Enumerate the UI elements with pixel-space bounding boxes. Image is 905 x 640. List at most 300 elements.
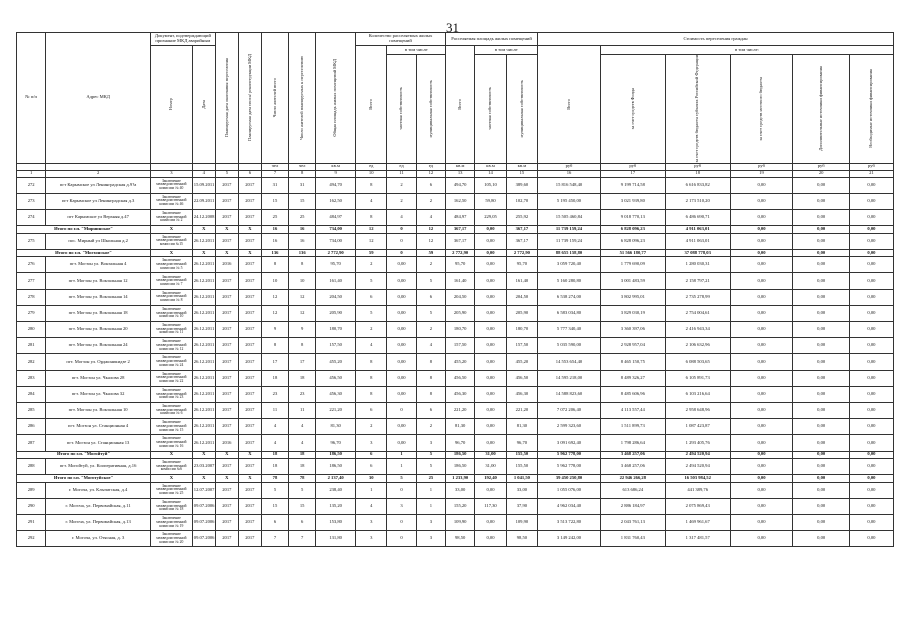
table-cell: 5 962 778,00 — [538, 459, 601, 475]
table-cell: 5 — [416, 451, 445, 459]
table-row — [17, 322, 894, 338]
table-cell: 4 — [356, 498, 387, 514]
column-number: 19 — [730, 170, 793, 177]
table-cell: 2017 — [238, 177, 261, 193]
table-cell: 0,00 — [730, 305, 793, 321]
table-cell: 192,40 — [475, 475, 506, 483]
table-cell: X — [215, 226, 238, 234]
table-cell: 95,70 — [506, 257, 537, 273]
table-cell: 0,00 — [475, 233, 506, 249]
table-cell: 14 553 654,40 — [538, 354, 601, 370]
table-cell: 96,70 — [506, 435, 537, 451]
table-row — [17, 233, 894, 249]
table-cell: 4 — [289, 435, 316, 451]
table-cell: 16 — [289, 226, 316, 234]
table-cell: 2 173 510,20 — [665, 193, 730, 209]
table-cell: 6 — [356, 289, 387, 305]
table-cell: 4 — [387, 209, 416, 225]
table-cell: 1 — [416, 498, 445, 514]
table-cell: 186,50 — [316, 451, 356, 459]
table-cell: 2017 — [238, 402, 261, 418]
table-cell: Заключение межведомственной комиссии № 18 — [150, 498, 192, 514]
table-cell: 290 — [17, 498, 46, 514]
table-cell: 0,00 — [793, 226, 850, 234]
table-cell: пгт. Могзон ул. Станционная 4 — [46, 419, 151, 435]
table-cell: X — [238, 249, 261, 257]
table-cell: 2 — [356, 419, 387, 435]
table-cell: 3 149 242,00 — [538, 531, 601, 547]
table-cell: X — [192, 226, 215, 234]
column-number: 7 — [261, 170, 288, 177]
table-cell: 10 — [289, 273, 316, 289]
table-cell: 12 — [416, 226, 445, 234]
table-cell: 2017 — [215, 482, 238, 498]
table-cell: X — [192, 475, 215, 483]
table-cell: 1 087 423,87 — [665, 419, 730, 435]
table-cell: 0,00 — [475, 482, 506, 498]
table-cell: 6 — [356, 402, 387, 418]
table-cell: 0,00 — [793, 273, 850, 289]
table-cell: 0,00 — [730, 233, 793, 249]
column-number: 11 — [387, 170, 416, 177]
header-rooms-incl: в том числе — [387, 46, 446, 55]
table-cell: 5 — [416, 305, 445, 321]
table-cell: 162,50 — [316, 193, 356, 209]
table-cell: 0,00 — [730, 177, 793, 193]
table-cell: 2 — [387, 177, 416, 193]
table-cell: 0,00 — [730, 193, 793, 209]
table-cell: 2 735 278,99 — [665, 289, 730, 305]
table-cell: 2017 — [238, 233, 261, 249]
table-cell: 0,00 — [849, 531, 893, 547]
table-row — [17, 419, 894, 435]
table-cell: 0 — [387, 515, 416, 531]
table-cell: 78 — [289, 475, 316, 483]
table-cell: 0,00 — [475, 531, 506, 547]
table-cell: 0,00 — [793, 322, 850, 338]
header-cost-incl: в том числе: — [600, 46, 893, 55]
table-cell: 2 416 943,34 — [665, 322, 730, 338]
table-cell: 2 158 797,21 — [665, 273, 730, 289]
header-area-sum: Всего — [446, 46, 475, 164]
table-cell: 6 616 833,82 — [665, 177, 730, 193]
table-cell: 157,50 — [316, 338, 356, 354]
subtotal-label: Итого по г.п. "Мирнинское" — [17, 226, 151, 234]
table-cell: 11 — [261, 402, 288, 418]
table-cell: 3 — [416, 435, 445, 451]
table-cell: 0,00 — [849, 515, 893, 531]
table-cell: 2016 — [215, 257, 238, 273]
table-cell: 7 072 206,40 — [538, 402, 601, 418]
table-cell: 16 — [261, 233, 288, 249]
table-cell: 6 088 503,65 — [665, 354, 730, 370]
table-cell: пгт Карымское ул Верхняя д.47 — [46, 209, 151, 225]
page-number: 31 — [446, 20, 459, 35]
table-cell: 109,90 — [446, 515, 475, 531]
table-cell: 0,00 — [793, 451, 850, 459]
table-cell: 2 494 520,94 — [665, 451, 730, 459]
table-cell: 0,00 — [793, 370, 850, 386]
table-cell: 131,80 — [316, 531, 356, 547]
table-cell: 59 — [356, 249, 387, 257]
column-number: 2 — [46, 170, 151, 177]
table-cell: пгт Карымское ул Ленинградская д.9?а — [46, 177, 151, 193]
table-cell: 0,00 — [849, 233, 893, 249]
table-cell: 0,00 — [387, 257, 416, 273]
table-cell: г. Могоча, ул. Первомайская, д.11 — [46, 498, 151, 514]
table-cell: 0,00 — [475, 354, 506, 370]
column-number: 4 — [192, 170, 215, 177]
table-row — [17, 209, 894, 225]
table-cell: 0,00 — [387, 419, 416, 435]
table-cell: 2017 — [238, 273, 261, 289]
table-cell: 229,05 — [475, 209, 506, 225]
table-cell: 0,00 — [730, 475, 793, 483]
table-cell: 5 — [356, 273, 387, 289]
table-row — [17, 193, 894, 209]
table-cell: 0,00 — [730, 226, 793, 234]
table-cell: 2017 — [215, 402, 238, 418]
table-cell: 367,17 — [446, 233, 475, 249]
table-cell: 2017 — [215, 322, 238, 338]
unit-cell — [215, 163, 238, 170]
table-cell: 5 777 340,40 — [538, 322, 601, 338]
table-cell: 2017 — [238, 338, 261, 354]
table-cell: 2017 — [215, 305, 238, 321]
table-cell: 3 360 397,06 — [600, 322, 665, 338]
header-residents-plan: Число жителей планируемых к переселению — [289, 33, 316, 164]
table-cell: X — [192, 249, 215, 257]
table-cell: 0,00 — [793, 475, 850, 483]
table-cell: 0,00 — [849, 249, 893, 257]
table-cell: 0 — [387, 531, 416, 547]
table-cell: 221,20 — [506, 402, 537, 418]
table-row — [17, 338, 894, 354]
header-area-total: Общая площадь жилых помещений МКД — [316, 33, 356, 164]
table-cell: 0,00 — [475, 386, 506, 402]
table-cell: 39 450 250,80 — [538, 475, 601, 483]
header-plan-demolish: Планируемая дата сноса/ реконструкции МКД — [238, 33, 261, 164]
table-cell: 81,30 — [316, 419, 356, 435]
table-row — [17, 402, 894, 418]
column-number: 3 — [150, 170, 192, 177]
table-cell: 23 — [261, 386, 288, 402]
table-cell: пгт. Могзон ул. Станционная 13 — [46, 435, 151, 451]
table-cell: 2017 — [215, 498, 238, 514]
table-cell: 4 — [356, 338, 387, 354]
column-number: 9 — [316, 170, 356, 177]
table-cell: 2017 — [215, 233, 238, 249]
table-cell: 31 — [289, 177, 316, 193]
table-cell: 0,00 — [793, 459, 850, 475]
table-cell: 0 — [387, 402, 416, 418]
table-cell: 0,00 — [793, 233, 850, 249]
column-number: 18 — [665, 170, 730, 177]
table-cell: 8 — [356, 370, 387, 386]
header-plan-end: Планируемая дата окончания переселения — [215, 33, 238, 164]
table-cell: 2 599 323,60 — [538, 419, 601, 435]
table-cell: 2 075 869,43 — [665, 498, 730, 514]
table-cell: 4 962 034,40 — [538, 498, 601, 514]
table-cell: 5 — [416, 459, 445, 475]
table-cell: 2 772,90 — [446, 249, 475, 257]
table-row — [17, 177, 894, 193]
table-cell: 22 946 266,28 — [600, 475, 665, 483]
table-cell: 0 — [387, 233, 416, 249]
table-cell: 1 293 405,76 — [665, 435, 730, 451]
table-cell: 0,00 — [793, 515, 850, 531]
unit-cell: руб — [665, 163, 730, 170]
table-cell: 0,00 — [387, 354, 416, 370]
table-cell: Заключение межведомственной комиссии № 20 — [150, 531, 192, 547]
table-cell: 0,00 — [475, 419, 506, 435]
table-cell: 277 — [17, 273, 46, 289]
table-cell: Заключение межведомственной комиссии № 23 — [150, 386, 192, 402]
table-cell: 0,00 — [475, 370, 506, 386]
table-cell: 59 — [416, 249, 445, 257]
table-cell: 0 — [387, 226, 416, 234]
table-cell: 25 — [261, 209, 288, 225]
table-cell: 0,00 — [793, 257, 850, 273]
unit-cell: кв.м — [446, 163, 475, 170]
table-cell: 96,70 — [446, 435, 475, 451]
header-rooms-group: Количество расселяемых жилых помещений — [356, 33, 446, 46]
table-cell: 0,00 — [387, 289, 416, 305]
table-cell: 255,92 — [506, 209, 537, 225]
table-cell: 0,00 — [730, 322, 793, 338]
unit-cell: руб — [538, 163, 601, 170]
table-cell: 0,00 — [849, 419, 893, 435]
table-cell: 205,90 — [316, 305, 356, 321]
table-cell: 3 — [387, 498, 416, 514]
table-cell: X — [215, 249, 238, 257]
header-budget-subject: за счет средств бюджета субъекта Российской Федерации — [665, 55, 730, 164]
table-cell: 2017 — [238, 193, 261, 209]
column-number: 16 — [538, 170, 601, 177]
table-cell: 33,00 — [506, 482, 537, 498]
table-cell: 0,00 — [793, 419, 850, 435]
table-cell: 6 828 096,23 — [600, 226, 665, 234]
table-cell: г. Могоча, ул. Первомайская, д.13 — [46, 515, 151, 531]
table-cell: X — [150, 249, 192, 257]
table-cell: 0,00 — [730, 419, 793, 435]
table-cell: 5 195 450,00 — [538, 193, 601, 209]
table-cell: 494,70 — [316, 177, 356, 193]
table-cell: 12 — [261, 305, 288, 321]
column-numbers-row — [17, 170, 894, 177]
table-cell: 33,00 — [446, 482, 475, 498]
table-cell: 31 — [261, 177, 288, 193]
table-cell: 0,00 — [730, 354, 793, 370]
table-cell: 389,60 — [506, 177, 537, 193]
table-cell: 186,50 — [446, 451, 475, 459]
table-cell: 09.07.2006 — [192, 531, 215, 547]
table-cell: 9 — [289, 322, 316, 338]
table-cell: 0,00 — [387, 273, 416, 289]
table-cell: 95,70 — [316, 257, 356, 273]
table-cell: 17 — [261, 354, 288, 370]
table-row — [17, 257, 894, 273]
table-cell: пгт. Могзон ул. Чкалова 32 — [46, 386, 151, 402]
table-cell: 15 816 548,40 — [538, 177, 601, 193]
table-cell: 0,00 — [849, 459, 893, 475]
table-cell: 8 — [356, 386, 387, 402]
table-cell: 441 389,76 — [665, 482, 730, 498]
table-cell: 180,70 — [506, 322, 537, 338]
table-cell: 25 — [416, 475, 445, 483]
table-cell: 221,20 — [446, 402, 475, 418]
table-cell: 238,40 — [316, 482, 356, 498]
table-cell: 0,00 — [730, 498, 793, 514]
header-residents-total: Число жителей всего — [261, 33, 288, 164]
table-cell: 2017 — [238, 370, 261, 386]
subtotal-row — [17, 226, 894, 234]
table-cell: 12 — [261, 289, 288, 305]
table-cell: 0 — [387, 249, 416, 257]
table-cell: 5 — [356, 305, 387, 321]
table-cell: 0,00 — [849, 386, 893, 402]
table-cell: Заключение межведомственной комиссии № 12 — [150, 338, 192, 354]
table-cell: 484,97 — [316, 209, 356, 225]
table-cell: 16 — [261, 226, 288, 234]
table-cell: 9 199 714,58 — [600, 177, 665, 193]
unit-cell — [150, 163, 192, 170]
table-cell: 0,00 — [849, 257, 893, 273]
header-extra: Дополнительные источники финансирования — [793, 55, 850, 164]
table-cell: 0,00 — [793, 402, 850, 418]
table-cell: 2017 — [215, 289, 238, 305]
table-cell: 2017 — [238, 419, 261, 435]
table-cell: 282 — [17, 354, 46, 370]
table-cell: 8 — [356, 354, 387, 370]
table-cell: 26.12.2011 — [192, 289, 215, 305]
table-cell: 51 566 180,77 — [600, 249, 665, 257]
table-cell: 2 754 004,61 — [665, 305, 730, 321]
table-cell: 0,00 — [730, 402, 793, 418]
table-cell: 26.12.2011 — [192, 402, 215, 418]
table-cell: 23 — [289, 386, 316, 402]
table-cell: 12 — [356, 226, 387, 234]
table-cell: 6 — [261, 515, 288, 531]
header-rooms-private: частная собственность — [387, 55, 416, 164]
table-cell: пгт. Могзон ул. Вокзальная 24 — [46, 338, 151, 354]
table-cell: 0,00 — [849, 322, 893, 338]
table-cell: Заключение межведомственной комиссии №15 — [150, 233, 192, 249]
table-cell: 8 — [416, 354, 445, 370]
column-number: 13 — [446, 170, 475, 177]
column-number: 15 — [506, 170, 537, 177]
table-cell: 09.07.2006 — [192, 498, 215, 514]
table-cell: 0,00 — [475, 273, 506, 289]
table-cell: 81,30 — [446, 419, 475, 435]
table-cell: 88 655 158,80 — [538, 249, 601, 257]
table-cell: 3 — [416, 515, 445, 531]
table-cell: 456,50 — [316, 370, 356, 386]
table-cell: 2 928 957,04 — [600, 338, 665, 354]
table-cell: 0,00 — [475, 305, 506, 321]
table-cell: 4 — [261, 435, 288, 451]
table-cell: Заключение межведомственной комиссии № 24 — [150, 354, 192, 370]
table-cell: 24.12.2008 — [192, 209, 215, 225]
table-cell: 98,50 — [506, 531, 537, 547]
table-cell: 0,00 — [730, 257, 793, 273]
table-cell: 288 — [17, 459, 46, 475]
table-cell: 2 106 632,96 — [665, 338, 730, 354]
table-cell: 135,20 — [316, 498, 356, 514]
table-cell: 2016 — [215, 435, 238, 451]
table-cell: 287 — [17, 435, 46, 451]
table-cell: 0,00 — [793, 193, 850, 209]
table-row — [17, 386, 894, 402]
unit-cell: кв.м — [506, 163, 537, 170]
table-cell: 96,70 — [316, 435, 356, 451]
header-doc-date: Дата — [192, 46, 215, 164]
table-cell: 0,00 — [849, 451, 893, 459]
table-cell: 276 — [17, 257, 46, 273]
table-cell: 0,00 — [793, 435, 850, 451]
table-cell: 0,00 — [730, 370, 793, 386]
table-cell: 12 — [416, 233, 445, 249]
table-cell: 3 468 257,06 — [600, 459, 665, 475]
table-cell: 4 911 063,01 — [665, 226, 730, 234]
table-cell: 0,00 — [475, 257, 506, 273]
table-cell: Заключение межведомственной комиссии № 10 — [150, 305, 192, 321]
table-cell: Заключение межведомственной комиссии № 2 — [150, 209, 192, 225]
header-doc-number: Номер — [150, 46, 192, 164]
table-cell: 153,80 — [316, 515, 356, 531]
table-cell: 6 583 034,80 — [538, 305, 601, 321]
table-cell: 6 — [416, 402, 445, 418]
table-cell: 0,00 — [849, 177, 893, 193]
table-cell: 1 779 690,09 — [600, 257, 665, 273]
table-cell: 81,30 — [506, 419, 537, 435]
table-cell: пгт. Могойтуй, ул. Кооперативная, д.16 — [46, 459, 151, 475]
table-cell: 186,50 — [316, 459, 356, 475]
table-cell: 117,30 — [475, 498, 506, 514]
table-cell: 136 — [261, 249, 288, 257]
table-cell: 18 — [289, 370, 316, 386]
table-cell: 26.12.2011 — [192, 370, 215, 386]
table-cell: 2 — [416, 322, 445, 338]
table-cell: 0,00 — [730, 515, 793, 531]
column-number: 20 — [793, 170, 850, 177]
table-cell: X — [150, 451, 192, 459]
table-cell: 5 — [387, 475, 416, 483]
table-cell: 11 739 159,24 — [538, 226, 601, 234]
table-cell: 3 802 995,01 — [600, 289, 665, 305]
table-cell: 0,00 — [730, 338, 793, 354]
table-cell: 18 — [261, 459, 288, 475]
table-cell: 1 831 760,43 — [600, 531, 665, 547]
table-cell: 31,00 — [475, 451, 506, 459]
table-cell: 0,00 — [849, 370, 893, 386]
table-cell: 456,30 — [316, 386, 356, 402]
table-cell: 2 — [356, 257, 387, 273]
table-cell: 455,20 — [446, 354, 475, 370]
table-cell: 1 — [356, 482, 387, 498]
column-number: 12 — [416, 170, 445, 177]
unit-cell: кв.м — [316, 163, 356, 170]
table-cell: 2017 — [238, 498, 261, 514]
table-cell: 0,00 — [849, 338, 893, 354]
table-cell: 6 — [289, 515, 316, 531]
table-cell: 455,20 — [506, 354, 537, 370]
table-cell: 2 — [416, 419, 445, 435]
table-cell: Заключение межведомственной комиссии № 19 — [150, 515, 192, 531]
subtotal-label: Итого по г.п. "Могзонское" — [17, 249, 151, 257]
table-cell: 98,50 — [446, 531, 475, 547]
table-cell: 157,50 — [446, 338, 475, 354]
